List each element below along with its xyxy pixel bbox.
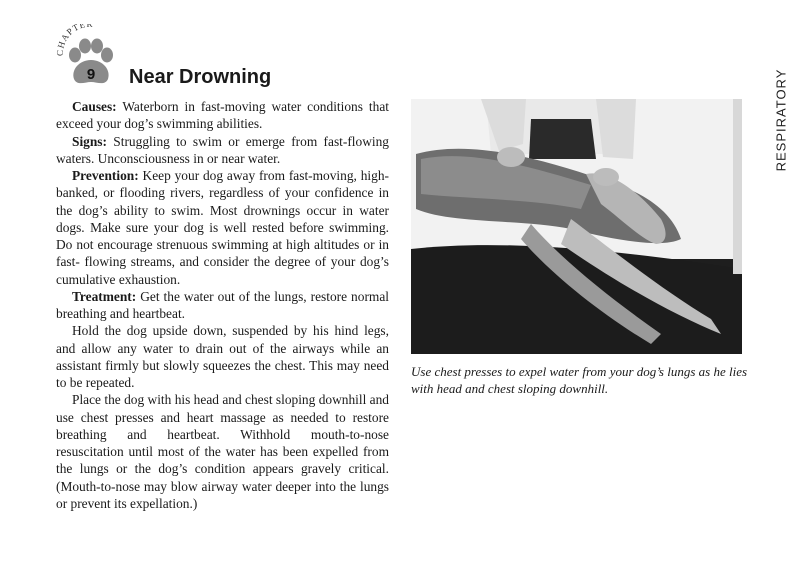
signs-text: Struggling to swim or emerge from fast-flowing waters. Unconsciousness in or near water. — [56, 133, 389, 166]
prevention-text: Keep your dog away from fast-moving, high-banked, or flooding rivers, regardless of your confidence in the dog’s ability to swim. Most drownings occur in water dogs. Make sure your dog is well rested before swimming. Do not encourage strenuous swimming at high altitudes or in fast- flowing streams, and consider the degree of your dog’s cumulative exhaustion. — [56, 168, 389, 287]
signs-paragraph — [56, 133, 389, 168]
chapter-label: CHAPTE — [55, 24, 87, 57]
photo-dog-resuscitation — [411, 99, 742, 354]
section-tab-label: RESPIRATORY — [773, 68, 789, 172]
treatment-label: Treatment: — [72, 288, 137, 304]
chapter-badge — [55, 24, 127, 90]
signs-label: Signs: — [72, 133, 107, 149]
section-tab — [770, 60, 792, 180]
dog-photo-illustration — [411, 99, 742, 354]
chapter-number: 9 — [86, 66, 96, 83]
chest-press-paragraph: Place the dog with his head and chest sloping downhill and use chest presses and heart massage as needed to restore breathing and heartbeat. Withhold mouth-to-nose resuscitation until most of the water has been expelled from the lungs or the dog’s condition appears gravely critical. (Mouth-to-nose may blow airway water deeper into the lungs or prevent its expellation.) — [56, 392, 389, 511]
prevention-paragraph — [56, 167, 389, 288]
causes-text: Waterborn in fast-moving water conditions that exceed your dog’s swimming abilities. — [56, 99, 389, 132]
prevention-label: Prevention: — [72, 168, 139, 183]
treatment-paragraph — [56, 288, 389, 323]
body-text — [56, 98, 389, 512]
causes-paragraph — [56, 98, 389, 133]
paw-print-icon — [55, 24, 127, 90]
treatment-text: Get the water out of the lungs, restore normal breathing and heartbeat. — [56, 288, 389, 321]
causes-label: Causes: — [72, 99, 117, 114]
photo-caption: Use chest presses to expel water from your dog’s lungs as he lies with head and chest sloping downhill. — [411, 364, 748, 396]
page-title: Near Drowning — [129, 66, 272, 88]
drain-paragraph: Hold the dog upside down, suspended by his hind legs, and allow any water to drain out of the airways while an assistant firmly but slowly squeezes the chest. This may need to be repeated. — [56, 323, 389, 390]
